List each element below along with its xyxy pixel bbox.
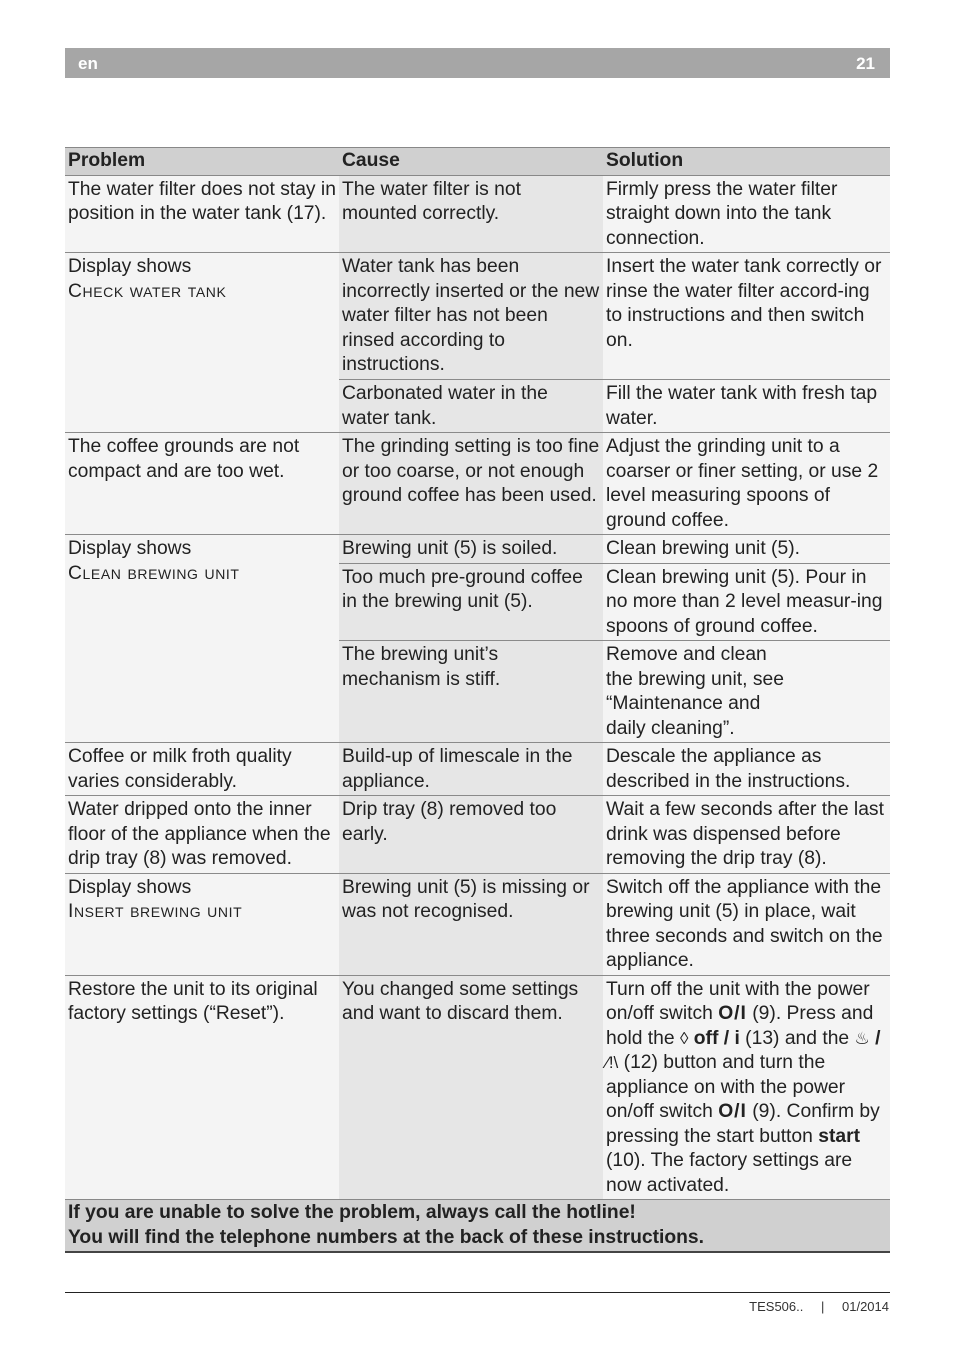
- solution-text: (9). Press and hold the: [606, 1003, 874, 1049]
- table-row: [65, 873, 890, 975]
- solution-cell: Insert the water tank correctly or rinse the water filter accord-ing to instructions and then switch on.: [603, 253, 890, 380]
- troubleshooting-table: [65, 147, 890, 1253]
- solution-cell: [603, 641, 890, 743]
- solution-line: Remove and clean: [606, 644, 767, 665]
- cause-cell: Too much pre-ground coffee in the brewing unit (5).: [339, 563, 603, 641]
- table-footer-row: [65, 1200, 890, 1253]
- power-switch-symbol: O/I: [718, 1101, 747, 1122]
- power-switch-symbol: O/I: [718, 1003, 747, 1024]
- table-row: [65, 175, 890, 253]
- hotline-note-line: You will find the telephone numbers at the back of these instructions.: [68, 1226, 704, 1248]
- solution-cell: Switch off the appliance with the brewing unit (5) in place, wait three seconds and switch on the appliance.: [603, 873, 890, 975]
- problem-cell: [65, 535, 339, 743]
- publication-date: 01/2014: [842, 1299, 889, 1314]
- solution-text: (10). The factory settings are now activated.: [606, 1150, 853, 1196]
- language-label: en: [78, 54, 98, 73]
- cause-cell: Water tank has been incorrectly inserted or the new water filter has not been rinsed according to instructions.: [339, 253, 603, 380]
- solution-cell: [603, 975, 890, 1200]
- table-row: [65, 433, 890, 535]
- table-row: [65, 796, 890, 874]
- cause-cell: Brewing unit (5) is soiled.: [339, 535, 603, 564]
- solution-text: Turn off the unit with the power on/off switch: [606, 978, 870, 1024]
- hotline-note-line: If you are unable to solve the problem, always call the hotline!: [68, 1202, 636, 1223]
- solution-cell: Adjust the grinding unit to a coarser or finer setting, or use 2 level measuring spoons of ground coffee.: [603, 433, 890, 535]
- problem-cell: [65, 873, 339, 975]
- problem-cell: Water dripped onto the inner floor of the appliance when the drip tray (8) was removed.: [65, 796, 339, 874]
- steam-icon: ♨: [854, 1028, 870, 1048]
- problem-text: Display shows: [68, 256, 192, 277]
- problem-cell: The water filter does not stay in position in the water tank (17).: [65, 175, 339, 253]
- solution-line: the brewing unit, see: [606, 668, 784, 690]
- cause-cell: Brewing unit (5) is missing or was not recognised.: [339, 873, 603, 975]
- solution-cell: Clean brewing unit (5).: [603, 535, 890, 564]
- solution-cell: Clean brewing unit (5). Pour in no more than 2 level measur-ing spoons of ground coffee.: [603, 563, 890, 641]
- solution-cell: Fill the water tank with fresh tap water.: [603, 380, 890, 433]
- table-row: [65, 535, 890, 564]
- header-problem: Problem: [65, 148, 339, 176]
- cause-cell: The grinding setting is too fine or too coarse, or not enough ground coffee has been used.: [339, 433, 603, 535]
- solution-cell: Wait a few seconds after the last drink was dispensed before removing the drip tray (8).: [603, 796, 890, 874]
- start-button-label: start: [818, 1125, 861, 1147]
- cause-cell: Build-up of limescale in the appliance.: [339, 743, 603, 796]
- footer-separator: |: [820, 1299, 825, 1314]
- display-message: Check water tank: [68, 280, 227, 302]
- off-info-symbol: off / i: [693, 1027, 740, 1049]
- drop-icon: ◊: [679, 1028, 689, 1048]
- problem-cell: Coffee or milk froth quality varies considerably.: [65, 743, 339, 796]
- solution-text: (13) and the: [739, 1027, 855, 1049]
- table-row: [65, 253, 890, 380]
- cause-cell: The water filter is not mounted correctly.: [339, 175, 603, 253]
- page-footer: [735, 1299, 889, 1314]
- cause-cell: Carbonated water in the water tank.: [339, 380, 603, 433]
- problem-text: Display shows: [68, 538, 192, 559]
- solution-cell: Firmly press the water filter straight down into the tank connection.: [603, 175, 890, 253]
- page-header-bar: [65, 48, 890, 78]
- table-header-row: [65, 148, 890, 176]
- problem-cell: [65, 253, 339, 433]
- footer-divider: [65, 1292, 890, 1293]
- display-message: Clean brewing unit: [68, 562, 240, 584]
- problem-text: Display shows: [68, 876, 192, 898]
- cause-cell: You changed some settings and want to discard them.: [339, 975, 603, 1200]
- display-message: Insert brewing unit: [68, 901, 243, 922]
- solution-line: daily cleaning”.: [606, 717, 735, 739]
- warning-icon: ⁄!\: [606, 1053, 619, 1072]
- model-number: TES506..: [749, 1299, 804, 1314]
- solution-text: (12) button and turn the appliance on with the power on/off switch: [606, 1052, 846, 1122]
- table-row: [65, 975, 890, 1200]
- slash-symbol: /: [875, 1027, 881, 1049]
- solution-text: (9). Confirm by pressing the start button: [606, 1101, 880, 1147]
- header-cause: Cause: [339, 148, 603, 176]
- table-row: [65, 743, 890, 796]
- problem-cell: The coffee grounds are not compact and are too wet.: [65, 433, 339, 535]
- problem-cell: Restore the unit to its original factory settings (“Reset”).: [65, 975, 339, 1200]
- cause-cell: The brewing unit’s mechanism is stiff.: [339, 641, 603, 743]
- solution-line: “Maintenance and: [606, 693, 761, 714]
- solution-cell: Descale the appliance as described in the instructions.: [603, 743, 890, 796]
- hotline-note: [65, 1200, 890, 1253]
- cause-cell: Drip tray (8) removed too early.: [339, 796, 603, 874]
- header-solution: Solution: [603, 148, 890, 176]
- page-number: 21: [856, 54, 875, 73]
